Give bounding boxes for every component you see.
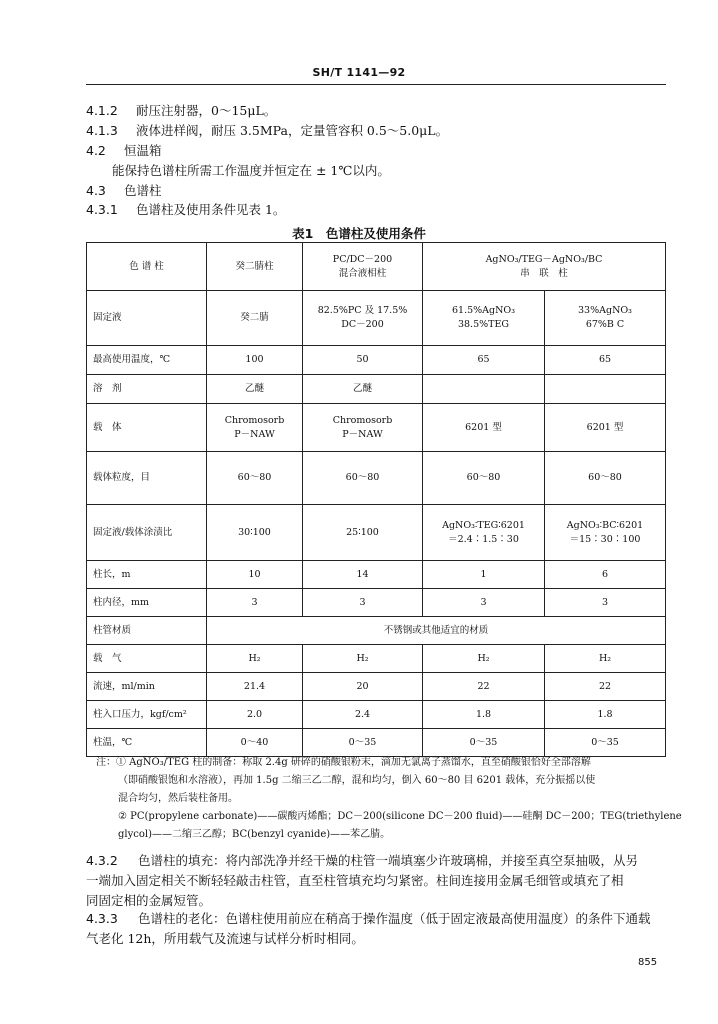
- table-cell: 2.0: [207, 701, 303, 729]
- cell-line: 38.5%TEG: [457, 319, 510, 330]
- table-caption: 表1 色谱柱及使用条件: [292, 226, 426, 241]
- table-cell: 1: [423, 561, 545, 589]
- row-label: 柱温，℃: [87, 729, 207, 757]
- table-cell: 3: [423, 589, 545, 617]
- line-text: 能保持色谱柱所需工作温度并恒定在 ± 1℃以内。: [112, 163, 390, 178]
- table-cell: 60～80: [423, 452, 545, 505]
- section-number: 4.1.3: [86, 123, 118, 138]
- line-4-3: [86, 181, 162, 199]
- row-label: 载 气: [87, 645, 207, 673]
- cell-line: ＝15∶30∶100: [569, 533, 641, 545]
- table-cell: [545, 505, 666, 561]
- table-cell: 癸二腈: [207, 291, 303, 346]
- cell-line: P－NAW: [342, 428, 383, 440]
- para-line: 气老化 12h，所用载气及流速与试样分析时相同。: [86, 931, 364, 946]
- row-label: 最高使用温度，℃: [87, 346, 207, 375]
- table-cell: H₂: [207, 645, 303, 673]
- table-row: [87, 617, 666, 645]
- row-label: 固定液/载体涂渍比: [87, 505, 207, 561]
- line-text: 色谱柱及使用条件见表 1。: [136, 202, 286, 217]
- table-cell: 60～80: [545, 452, 666, 505]
- table-cell: 60～80: [207, 452, 303, 505]
- line-4-2-body: [112, 161, 390, 179]
- line-4-2: [86, 141, 162, 159]
- table-cell: 0～35: [303, 729, 423, 757]
- line-4-3-1: [86, 200, 285, 218]
- table-row: [87, 346, 666, 375]
- row-label: 固定液: [87, 291, 207, 346]
- para-line: [86, 851, 638, 871]
- table-cell: 14: [303, 561, 423, 589]
- row-label: 柱管材质: [87, 617, 207, 645]
- table-row: [87, 452, 666, 505]
- section-number: 4.3.3: [86, 911, 118, 926]
- table-row: [87, 673, 666, 701]
- note-line: （即硝酸银饱和水溶液），再加 1.5g 二缩三乙二醇，混和均匀，倒入 60～80 目 6201 载体，充分振摇以使: [118, 775, 596, 786]
- note-line: ② PC(propylene carbonate)——碳酸丙烯酯；DC－200(silicone DC－200 fluid)——硅酮 DC－200；TEG(triethylene: [118, 811, 682, 822]
- table-cell: 3: [207, 589, 303, 617]
- header-cell: 癸二腈柱: [207, 243, 303, 291]
- document-header: SH/T 1141—92: [312, 66, 406, 79]
- cell-line: 串 联 柱: [520, 267, 568, 279]
- table-row: [87, 701, 666, 729]
- table-header-row: [87, 243, 666, 291]
- para-text: 色谱柱的填充：将内部洗净并经干燥的柱管一端填塞少许玻璃棉，并接至真空泵抽吸，从另: [138, 853, 639, 868]
- table-cell: [545, 291, 666, 346]
- table-row: [87, 375, 666, 404]
- cell-line: 61.5%AgNO₃: [451, 305, 516, 317]
- table-cell: [303, 404, 423, 452]
- table-cell: 1.8: [545, 701, 666, 729]
- table-cell: 2.4: [303, 701, 423, 729]
- note-line: glycol)——二缩三乙醇；BC(benzyl cyanide)——苯乙腈。: [118, 829, 391, 840]
- note-line: 注：① AgNO₃/TEG 柱的制备：称取 2.4g 研碎的硝酸银粉末，滴加无氯离子蒸馏水，直至硝酸银恰好全部溶解: [96, 757, 591, 768]
- table-cell: [207, 404, 303, 452]
- para-line: 一端加入固定相关不断轻轻敲击柱管，直至柱管填充均匀紧密。柱间连接用金属毛细管或填充了相: [86, 873, 624, 888]
- row-label: 流速，ml/min: [87, 673, 207, 701]
- cell-line: DC－200: [341, 319, 384, 330]
- table-cell: [303, 291, 423, 346]
- line-text: 液体进样阀，耐压 3.5MPa，定量管容积 0.5～5.0μL。: [136, 123, 449, 138]
- line-text: 耐压注射器，0～15μL。: [136, 103, 277, 118]
- para-line: 同固定相的金属短管。: [86, 893, 212, 908]
- table-cell: 3: [545, 589, 666, 617]
- table-cell: 21.4: [207, 673, 303, 701]
- para-line: [86, 909, 651, 929]
- table-row: [87, 645, 666, 673]
- section-number: 4.3: [86, 183, 106, 198]
- cell-line: ＝2.4∶1.5∶30: [448, 533, 519, 545]
- table-cell: [423, 291, 545, 346]
- cell-line: 82.5%PC 及 17.5%: [317, 305, 408, 317]
- table-cell: 3: [303, 589, 423, 617]
- cell-line: 混合液相柱: [338, 267, 387, 279]
- table-cell: 20: [303, 673, 423, 701]
- header-cell: [303, 243, 423, 291]
- header-rule: [86, 84, 666, 85]
- column-conditions-table: [86, 242, 666, 757]
- row-label: 载体粒度，目: [87, 452, 207, 505]
- table-cell: 乙醚: [303, 375, 423, 404]
- table-cell: 6201 型: [545, 404, 666, 452]
- cell-line: Chromosorb: [224, 414, 285, 426]
- table-cell: 1.8: [423, 701, 545, 729]
- table-cell: H₂: [545, 645, 666, 673]
- line-text: 恒温箱: [124, 143, 162, 158]
- table-row: [87, 505, 666, 561]
- table-cell: 100: [207, 346, 303, 375]
- table-cell: 不锈钢或其他适宜的材质: [207, 617, 666, 645]
- table-cell: H₂: [303, 645, 423, 673]
- para-text: 色谱柱的老化：色谱柱使用前应在稍高于操作温度（低于固定液最高使用温度）的条件下通载: [138, 911, 651, 926]
- line-4-1-2: [86, 101, 276, 119]
- table-cell: 60～80: [303, 452, 423, 505]
- section-number: 4.3.1: [86, 202, 118, 217]
- table-cell: 0～40: [207, 729, 303, 757]
- row-label: 溶 剂: [87, 375, 207, 404]
- cell-line: AgNO₃/TEG－AgNO₃/BC: [485, 253, 603, 265]
- cell-line: PC/DC－200: [332, 253, 393, 265]
- cell-line: 33%AgNO₃: [578, 305, 632, 317]
- table-cell: 25∶100: [303, 505, 423, 561]
- header-cell: 色 谱 柱: [87, 243, 207, 291]
- cell-line: AgNO₃∶TEG∶6201: [442, 519, 525, 531]
- table-row: [87, 561, 666, 589]
- table-cell: 6: [545, 561, 666, 589]
- paragraph-4-3-2: [86, 851, 638, 911]
- table-cell: 22: [423, 673, 545, 701]
- paragraph-4-3-3: [86, 909, 651, 949]
- cell-line: P－NAW: [234, 428, 275, 440]
- line-4-1-3: [86, 121, 448, 139]
- table-row: [87, 404, 666, 452]
- table-cell: [545, 375, 666, 404]
- table-cell: 6201 型: [423, 404, 545, 452]
- cell-line: AgNO₃∶BC∶6201: [566, 519, 644, 531]
- table-row: [87, 729, 666, 757]
- table-cell: 0～35: [423, 729, 545, 757]
- table-cell: 50: [303, 346, 423, 375]
- table-cell: 22: [545, 673, 666, 701]
- section-number: 4.1.2: [86, 103, 118, 118]
- table-row: [87, 291, 666, 346]
- row-label: 柱长，m: [87, 561, 207, 589]
- row-label: 载 体: [87, 404, 207, 452]
- cell-line: Chromosorb: [332, 414, 393, 426]
- table-cell: 乙醚: [207, 375, 303, 404]
- section-number: 4.3.2: [86, 853, 118, 868]
- note-line: 混合均匀，然后装柱备用。: [118, 793, 238, 804]
- table-cell: 0～35: [545, 729, 666, 757]
- cell-line: 67%B C: [585, 319, 625, 330]
- section-number: 4.2: [86, 143, 106, 158]
- table-cell: 10: [207, 561, 303, 589]
- row-label: 柱入口压力，kgf/cm²: [87, 701, 207, 729]
- header-cell: [423, 243, 666, 291]
- table-cell: H₂: [423, 645, 545, 673]
- table-cell: 65: [423, 346, 545, 375]
- page-number: 855: [638, 957, 658, 968]
- table-cell: [423, 505, 545, 561]
- table-cell: [423, 375, 545, 404]
- table-cell: 65: [545, 346, 666, 375]
- table-cell: 30∶100: [207, 505, 303, 561]
- line-text: 色谱柱: [124, 183, 162, 198]
- table-row: [87, 589, 666, 617]
- row-label: 柱内径，mm: [87, 589, 207, 617]
